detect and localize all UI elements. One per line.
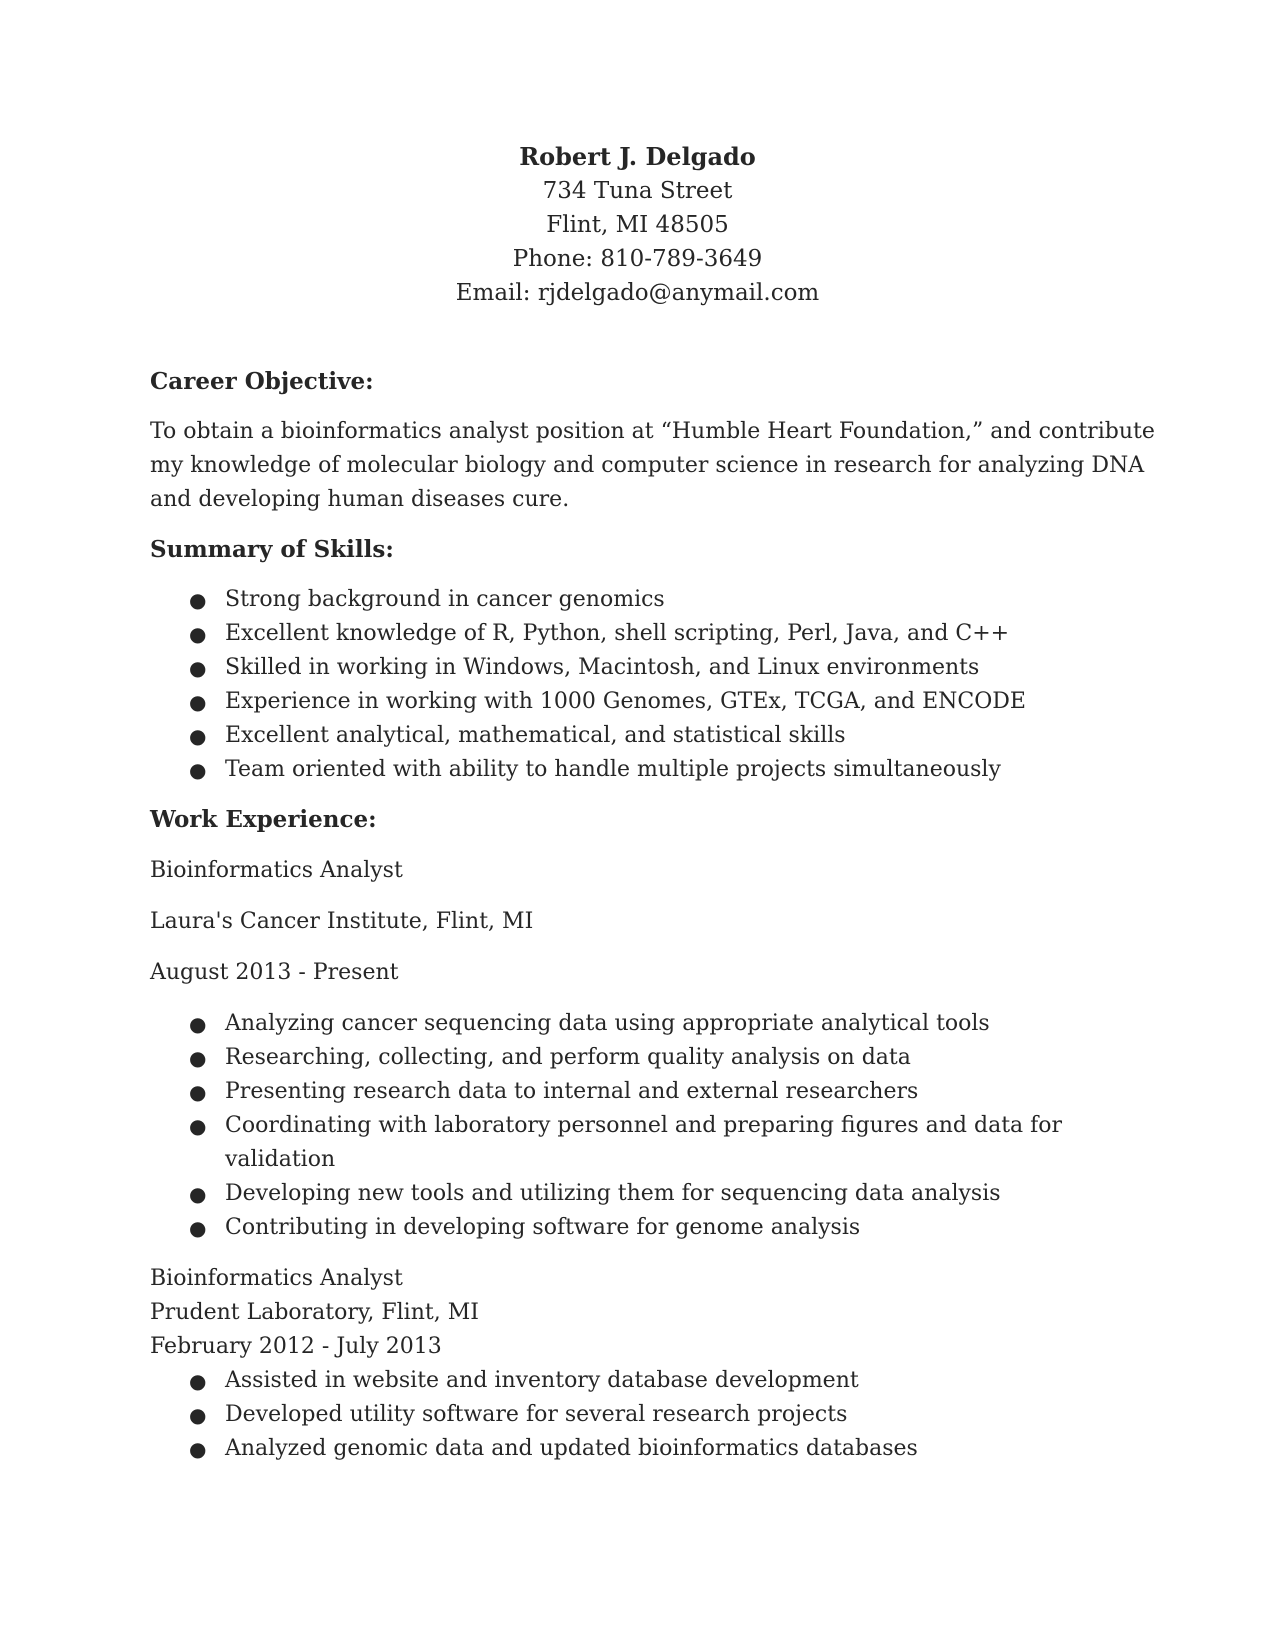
address-city: Flint, MI 48505	[546, 212, 729, 238]
list-item: ● Excellent analytical, mathematical, and statistical skills	[150, 719, 1160, 753]
bullet-icon: ●	[189, 1369, 207, 1393]
list-item: ● Developing new tools and utilizing them for sequencing data analysis	[150, 1177, 1160, 1211]
job-1-dates: August 2013 - Present	[150, 960, 399, 985]
list-item: ● Skilled in working in Windows, Macintosh, and Linux environments	[150, 651, 1160, 685]
email-address: Email: rjdelgado@anymail.com	[455, 280, 820, 306]
objective-heading: Career Objective:	[150, 368, 374, 395]
candidate-name: Robert J. Delgado	[519, 142, 756, 171]
list-item: ● Coordinating with laboratory personnel and preparing figures and data for validation	[150, 1109, 1160, 1177]
list-item: ● Strong background in cancer genomics	[150, 583, 1160, 617]
list-item: ● Developed utility software for several research projects	[150, 1398, 1160, 1432]
job-2-duties	[150, 1364, 1160, 1466]
list-item: ● Team oriented with ability to handle multiple projects simultaneously	[150, 753, 1160, 787]
list-item: ● Analyzing cancer sequencing data using appropriate analytical tools	[150, 1007, 1160, 1041]
bullet-icon: ●	[189, 1437, 207, 1461]
skills-list	[150, 583, 1160, 787]
job-2-company: Prudent Laboratory, Flint, MI	[150, 1300, 479, 1325]
list-item: ● Experience in working with 1000 Genomes, GTEx, TCGA, and ENCODE	[150, 685, 1160, 719]
bullet-icon: ●	[189, 1403, 207, 1427]
bullet-icon: ●	[189, 758, 207, 782]
job-1-title: Bioinformatics Analyst	[150, 858, 403, 883]
bullet-icon: ●	[189, 622, 207, 646]
bullet-icon: ●	[189, 1182, 207, 1206]
job-1-duties	[150, 1007, 1160, 1245]
phone-number: Phone: 810-789-3649	[512, 246, 763, 272]
bullet-icon: ●	[189, 690, 207, 714]
job-2-dates: February 2012 - July 2013	[150, 1334, 442, 1359]
resume-body	[150, 365, 1160, 1466]
list-item: ● Analyzed genomic data and updated bioinformatics databases	[150, 1432, 1160, 1466]
bullet-icon: ●	[189, 724, 207, 748]
list-item: ● Presenting research data to internal and external researchers	[150, 1075, 1160, 1109]
objective-text: To obtain a bioinformatics analyst position at “Humble Heart Foundation,” and contribute my knowledge of molecular biology and computer science in research for analyzing DNA and developing human diseases cure.	[150, 419, 1155, 512]
job-2-title: Bioinformatics Analyst	[150, 1266, 403, 1291]
address-street: 734 Tuna Street	[542, 178, 733, 204]
list-item: ● Excellent knowledge of R, Python, shell scripting, Perl, Java, and C++	[150, 617, 1160, 651]
job-1-company: Laura's Cancer Institute, Flint, MI	[150, 909, 534, 934]
bullet-icon: ●	[189, 1046, 207, 1070]
bullet-icon: ●	[189, 1216, 207, 1240]
bullet-icon: ●	[189, 1012, 207, 1036]
skills-heading: Summary of Skills:	[150, 536, 394, 563]
bullet-icon: ●	[189, 1114, 207, 1138]
list-item: ● Researching, collecting, and perform quality analysis on data	[150, 1041, 1160, 1075]
bullet-icon: ●	[189, 1080, 207, 1104]
list-item: ● Assisted in website and inventory database development	[150, 1364, 1160, 1398]
experience-heading: Work Experience:	[150, 806, 377, 833]
list-item: ● Contributing in developing software for genome analysis	[150, 1211, 1160, 1245]
bullet-icon: ●	[189, 656, 207, 680]
bullet-icon: ●	[189, 588, 207, 612]
contact-header	[0, 140, 1275, 310]
